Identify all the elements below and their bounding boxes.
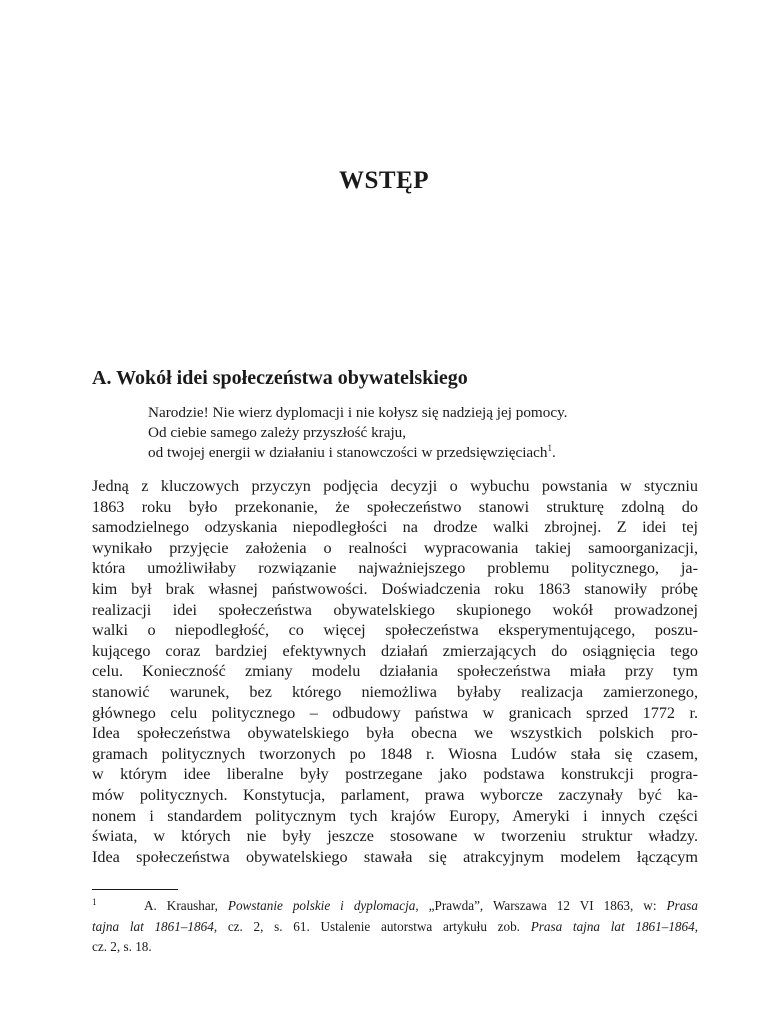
- motto-line: Od ciebie samego zależy przyszłość kraju,: [148, 424, 407, 441]
- body-paragraph: [92, 476, 698, 867]
- page-title: WSTĘP: [338, 167, 430, 194]
- footnote-text: ,: [694, 918, 699, 934]
- section-heading: A. Wokół idei społeczeństwa obywatelskiego: [92, 367, 468, 389]
- footnote: [92, 896, 698, 958]
- paragraph-line: kującego coraz bardziej efektywnych działań zmierzających do osiągnięcia tego: [92, 641, 698, 660]
- footnote-separator: [92, 889, 178, 890]
- paragraph-line: która umożliwiłaby rozwiązanie najważniejszego problemu politycznego, ja-: [92, 559, 698, 578]
- footnote-line: cz. 2, s. 18.: [92, 939, 152, 954]
- paragraph-line: samodzielnego odzyskania niepodległości na drodze walki zbrojnej. Z idei tej: [92, 518, 698, 537]
- footnote-line: 1 A. Kraushar, Powstanie polskie i dyplomacja, „Prawda”, Warszawa 12 VI 1863, w: Prasa: [92, 896, 699, 913]
- paragraph-line: Idea społeczeństwa obywatelskiego stawała się atrakcyjnym modelem łączącym: [92, 847, 698, 866]
- footnote-reference[interactable]: 1: [547, 442, 553, 453]
- footnote-line: [92, 917, 698, 938]
- footnote-title: Prasa: [666, 898, 699, 913]
- paragraph-line: Jedną z kluczowych przyczyn podjęcia decyzji o wybuchu powstania w styczniu: [92, 477, 698, 495]
- paragraph-line: w którym idee liberalne były postrzegane jako podstawa konstrukcji progra-: [92, 765, 698, 784]
- footnote-title: tajna lat 1861–1864: [92, 918, 214, 934]
- footnote-text: , cz. 2, s. 61. Ustalenie autorstwa artykułu zob.: [213, 918, 531, 934]
- paragraph-line: celu. Konieczność zmiany modelu działania społeczeństwa miała przy tym: [92, 662, 698, 681]
- motto-line-text: od twojej energii w działaniu i stanowczości w przedsięwzięciach: [148, 444, 548, 461]
- paragraph-line: głównego celu politycznego – odbudowy państwa w granicach sprzed 1772 r.: [92, 703, 698, 722]
- motto: [148, 403, 708, 463]
- paragraph-line: wynikało przyjęcie założenia o realności wypracowania takiej samoorganizacji,: [92, 538, 698, 557]
- motto-line: Narodzie! Nie wierz dyplomacji i nie kołysz się nadzieją jej pomocy.: [148, 404, 568, 421]
- paragraph-line: świata, w których nie były jeszcze stosowane w tworzeniu struktur władzy.: [92, 827, 698, 846]
- paragraph-line: 1863 roku było przekonanie, że społeczeństwo stanowi strukturę zdolną do: [92, 497, 698, 516]
- paragraph-line: realizacji idei społeczeństwa obywatelskiego skupionego wokół prowadzonej: [92, 600, 698, 619]
- motto-line: od twojej energii w działaniu i stanowczości w przedsięwzięciach$^1$.: [148, 442, 556, 461]
- paragraph-line: mów politycznych. Konstytucja, parlament, prawa wyborcze zaczynały być ka-: [92, 785, 698, 804]
- paragraph-line: gramach politycznych tworzonych po 1848 r. Wiosna Ludów stała się czasem,: [92, 744, 698, 763]
- footnote-title: Prasa tajna lat 1861–1864: [530, 918, 695, 934]
- paragraph-line: walki o niepodległość, co więcej społeczeństwa eksperymentującego, poszu-: [92, 621, 698, 640]
- paragraph-line: kim był brak własnej państwowości. Doświadczenia roku 1863 stanowiły próbę: [92, 579, 698, 598]
- footnote-text: , „Prawda”, Warszawa 12 VI 1863, w:: [415, 898, 667, 913]
- paragraph-line: Idea społeczeństwa obywatelskiego była obecna we wszystkich polskich pro-: [92, 724, 698, 743]
- footnote-title: Powstanie polskie i dyplomacja: [227, 898, 416, 913]
- paragraph-line: nonem i standardem politycznym tych krajów Europy, Ameryki i innych części: [92, 806, 698, 825]
- footnote-text: A. Kraushar,: [144, 898, 228, 913]
- paragraph-line: stanowić warunek, bez którego niemożliwa byłaby realizacja zamierzonego,: [92, 682, 698, 701]
